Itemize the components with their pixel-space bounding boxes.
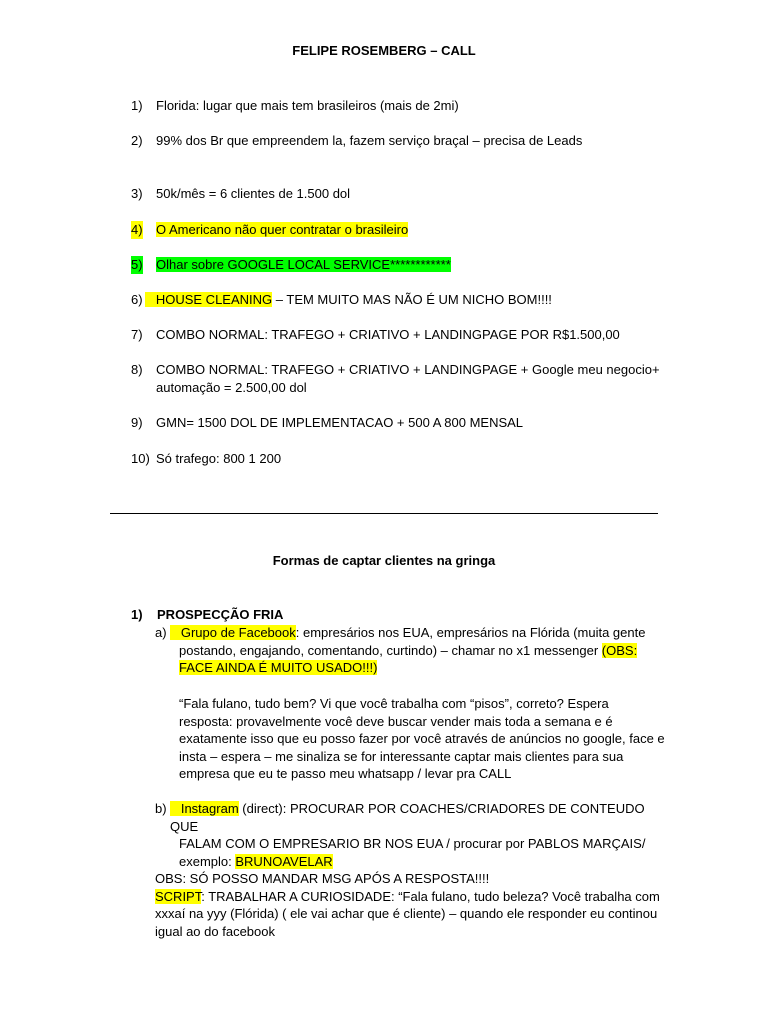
item-number: 7): [131, 327, 143, 342]
item-number: 1): [131, 98, 143, 113]
section-heading: 1) PROSPECÇÃO FRIA: [131, 607, 284, 622]
sub-item-b: Instagram (direct): PROCURAR POR COACHES/CRIADORES DE CONTEUDO QUE FALAM COM O EMPRESARIO BR NOS EUA / procurar por PABLOS MARÇAIS/ exemplo: BRUNOAVELAR: [170, 801, 646, 869]
highlight-instagram: Instagram: [170, 801, 239, 816]
horizontal-divider: [110, 513, 658, 514]
highlight-script: SCRIPT: [155, 888, 202, 904]
obs-script-block: OBS: SÓ POSSO MANDAR MSG APÓS A RESPOSTA!!!! SCRIPT: TRABALHAR A CURIOSIDADE: “Fala fulano, tudo beleza? Você trabalha com xxxaí na yyy (Flórida) ( ele vai achar que é cliente) – quando ele responder eu continou igual ao do facebook: [155, 870, 665, 940]
item-text: Só trafego: 800 1 200: [156, 451, 282, 466]
item-text: COMBO NORMAL: TRAFEGO + CRIATIVO + LANDINGPAGE POR R$1.500,00: [156, 327, 620, 342]
item-text-line: automação = 2.500,00 dol: [156, 379, 307, 395]
item-highlight: HOUSE CLEANING: [145, 292, 272, 307]
item-number: 2): [131, 133, 143, 148]
item-text: Olhar sobre GOOGLE LOCAL SERVICE************: [156, 257, 451, 272]
item-text: – TEM MUITO MAS NÃO É UM NICHO BOM!!!!: [272, 292, 552, 307]
item-text: 99% dos Br que empreendem la, fazem serviço braçal – precisa de Leads: [156, 133, 583, 148]
item-number: 5): [131, 257, 143, 272]
item-text: GMN= 1500 DOL DE IMPLEMENTACAO + 500 A 800 MENSAL: [156, 415, 524, 430]
sub-item-a-label: a): [155, 625, 167, 640]
item-text: 50k/mês = 6 clientes de 1.500 dol: [156, 186, 351, 201]
highlight-obs-cont: FACE AINDA É MUITO USADO!!!): [179, 660, 378, 675]
item-text-line: COMBO NORMAL: TRAFEGO + CRIATIVO + LANDINGPAGE + Google meu negocio+: [156, 362, 660, 377]
item-number: 9): [131, 415, 143, 430]
message-quote: “Fala fulano, tudo bem? Vi que você trabalha com “pisos”, correto? Espera resposta: provavelmente você deve buscar vender mais toda a semana e é exatamente isso que eu posso fazer por você através de anúncios no google, face e insta – espera – me sinaliza se for interessante captar mais clientes para sua empresa que eu te passo meu whatsapp / levar pra CALL: [179, 696, 665, 781]
highlight-facebook: Grupo de Facebook: [170, 625, 296, 640]
section-title: Formas de captar clientes na gringa: [272, 553, 496, 568]
item-number: 3): [131, 186, 143, 201]
sub-item-b-label: b): [155, 801, 167, 816]
highlight-brunoavelar: BRUNOAVELAR: [235, 853, 333, 869]
item-text: O Americano não quer contratar o brasileiro: [156, 222, 409, 237]
item-text: Florida: lugar que mais tem brasileiros (mais de 2mi): [156, 98, 459, 113]
item-number: 4): [131, 222, 143, 237]
item-number: 10): [131, 451, 150, 466]
item-number: 6): [131, 292, 143, 307]
highlight-obs: (OBS:: [601, 642, 638, 658]
document-title: FELIPE ROSEMBERG – CALL: [292, 43, 476, 58]
sub-item-a: Grupo de Facebook: empresários nos EUA, empresários na Flórida (muita gente postando, engajando, comentando, curtindo) – chamar no x1 messenger (OBS: FACE AINDA É MUITO USADO!!!): [170, 624, 665, 677]
item-number: 8): [131, 362, 143, 377]
obs-line: OBS: SÓ POSSO MANDAR MSG APÓS A RESPOSTA!!!!: [155, 871, 490, 886]
